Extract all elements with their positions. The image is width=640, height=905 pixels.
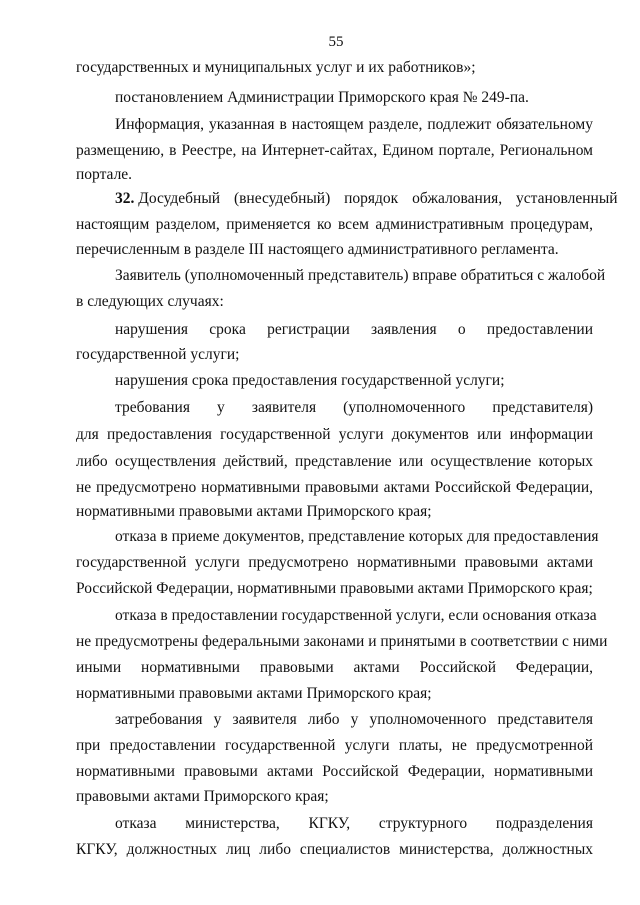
paragraph-32-line: [115, 189, 618, 208]
text-line: КГКУ, должностных лиц либо специалистов министерства, должностных: [76, 841, 593, 858]
text-line: настоящим разделом, применяется ко всем административным процедурам,: [76, 216, 593, 233]
text-line: государственной услуги предусмотрено нормативными правовыми актами: [76, 554, 593, 571]
text-line: нарушения срока предоставления государственной услуги;: [115, 372, 505, 389]
text-line: нормативными правовыми актами Российской Федерации, нормативными: [76, 763, 593, 780]
text-line: Информация, указанная в настоящем разделе, подлежит обязательному: [115, 116, 593, 133]
text-line: Заявитель (уполномоченный представитель) вправе обратиться с жалобой: [115, 267, 606, 284]
text-line: портале.: [76, 166, 133, 183]
page-number: 55: [328, 34, 344, 50]
text-line: затребования у заявителя либо у уполномоченного представителя: [115, 711, 593, 728]
text-line: Российской Федерации, нормативными правовыми актами Приморского края;: [76, 580, 593, 597]
text-line: размещению, в Реестре, на Интернет-сайтах, Едином портале, Региональном: [76, 142, 593, 159]
paragraph-number: 32.: [115, 190, 135, 207]
text-line: перечисленным в разделе III настоящего административного регламента.: [76, 241, 559, 258]
text-line: правовыми актами Приморского края;: [76, 788, 329, 805]
text-line: не предусмотрены федеральными законами и принятыми в соответствии с ними: [76, 633, 608, 650]
text-line: в следующих случаях:: [76, 293, 224, 310]
text-line: государственных и муниципальных услуг и их работников»;: [76, 59, 476, 76]
text-line: либо осуществления действий, представление или осуществление которых: [76, 453, 593, 470]
text-line: отказа в предоставлении государственной услуги, если основания отказа: [115, 607, 597, 624]
text-line: нормативными правовыми актами Приморского края;: [76, 503, 432, 520]
text-line: иными нормативными правовыми актами Российской Федерации,: [76, 659, 593, 676]
text-line: не предусмотрено нормативными правовыми актами Российской Федерации,: [76, 479, 593, 496]
text-segment: Досудебный (внесудебный) порядок обжалования, установленный: [138, 190, 618, 207]
text-line: нормативными правовыми актами Приморского края;: [76, 685, 432, 702]
text-line: государственной услуги;: [76, 346, 240, 363]
text-line: постановлением Администрации Приморского края № 249-па.: [115, 89, 529, 106]
text-line: отказа в приеме документов, представление которых для предоставления: [115, 528, 599, 545]
text-line: при предоставлении государственной услуги платы, не предусмотренной: [76, 737, 593, 754]
text-line: требования у заявителя (уполномоченного представителя): [115, 399, 593, 416]
text-line: нарушения срока регистрации заявления о предоставлении: [115, 321, 593, 338]
text-line: для предоставления государственной услуги документов или информации: [76, 426, 593, 443]
text-line: отказа министерства, КГКУ, структурного подразделения: [115, 815, 593, 832]
